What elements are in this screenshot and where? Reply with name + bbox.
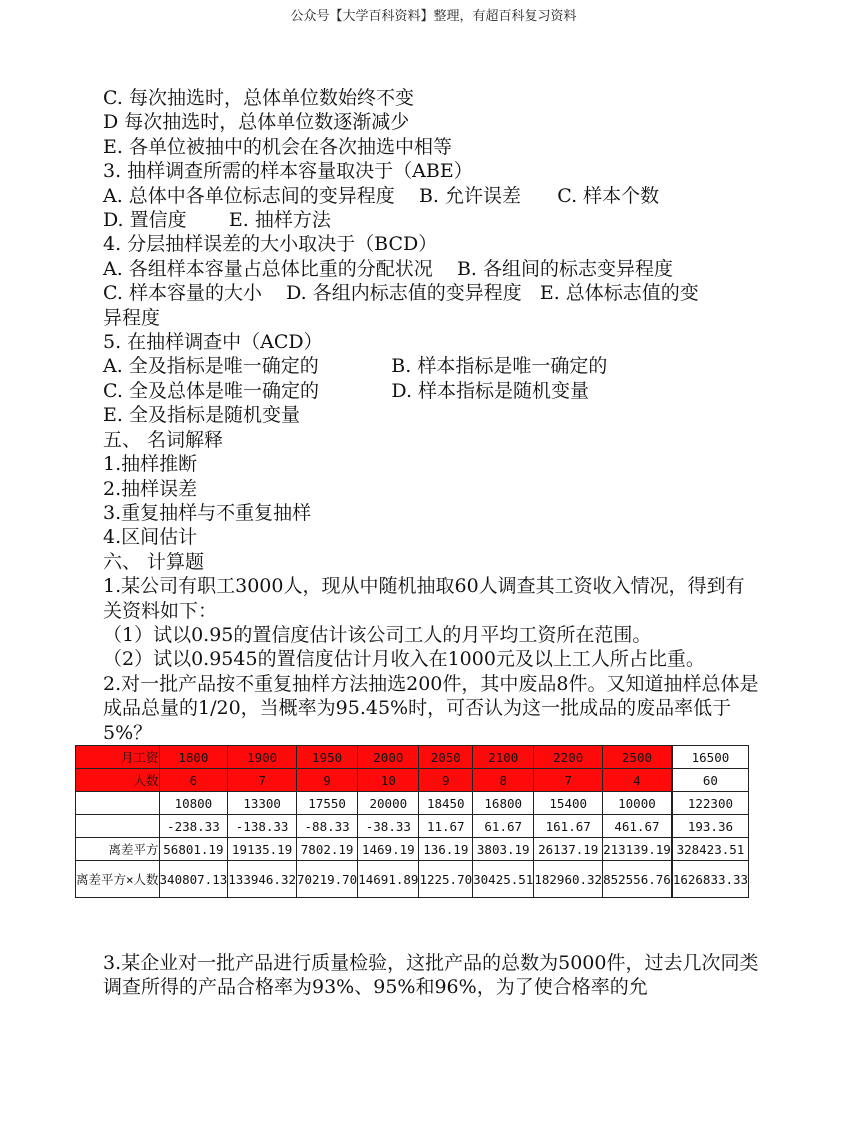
table-cell: 852556.76 (603, 861, 672, 898)
table-cell: 182960.32 (534, 861, 603, 898)
table-total-cell: 60 (672, 769, 749, 792)
section-heading: 六、 计算题 (103, 550, 205, 573)
text-line: 1.抽样推断 (103, 453, 198, 476)
text-line: C. 样本容量的大小 D. 各组内标志值的变异程度 E. 总体标志值的变 (103, 282, 699, 305)
question-1: 1.某公司有职工3000人，现从中随机抽取60人调查其工资收入情况，得到有关资料如下： (103, 575, 745, 622)
table-cell: 1469.19 (358, 838, 419, 861)
table-cell: 136.19 (419, 838, 473, 861)
table-cell: 56801.19 (159, 838, 228, 861)
table-total-cell: 122300 (672, 792, 749, 815)
table-cell: 26137.19 (534, 838, 603, 861)
table-row (76, 769, 749, 792)
text-line: 异程度 (103, 306, 161, 329)
table-cell: 10000 (603, 792, 672, 815)
text-line: D 每次抽选时，总体单位数逐渐减少 (103, 111, 410, 134)
text-line: A. 各组样本容量占总体比重的分配状况 B. 各组间的标志变异程度 (103, 257, 674, 280)
table-cell: 15400 (534, 792, 603, 815)
table-total-cell: 16500 (672, 746, 749, 769)
question-3: 3. 抽样调查所需的样本容量取决于（ABE） (103, 160, 473, 183)
question-3: 3.某企业对一批产品进行质量检验，这批产品的总数为5000件，过去几次同类调查所得的产品合格率为93%、95%和96%，为了使合格率的允 (103, 952, 759, 999)
table-cell: 7 (534, 769, 603, 792)
text-line: C. 每次抽选时，总体单位数始终不变 (103, 87, 414, 109)
table-row (76, 815, 749, 838)
text-line: E. 全及指标是随机变量 (103, 404, 300, 427)
table-cell: -138.33 (228, 815, 297, 838)
text-line: A. 总体中各单位标志间的变异程度 B. 允许误差 C. 样本个数 (103, 184, 660, 207)
table-cell: 9 (419, 769, 473, 792)
table-cell: -238.33 (159, 815, 228, 838)
row-label (76, 815, 160, 838)
table-total-cell: 193.36 (672, 815, 749, 838)
table-cell: 9 (297, 769, 358, 792)
question-5: 5. 在抽样调查中（ACD） (103, 331, 323, 354)
document-body (103, 86, 763, 745)
table-cell: 133946.32 (228, 861, 297, 898)
table-cell: 1950 (297, 746, 358, 769)
row-label: 月工资 (76, 746, 160, 769)
table-total-cell: 328423.51 (672, 838, 749, 861)
question-1-part-2: （2）试以0.9545的置信度估计月收入在1000元及以上工人所占比重。 (103, 648, 705, 671)
table-cell: 11.67 (419, 815, 473, 838)
data-table-container (76, 745, 765, 905)
table-cell: 2050 (419, 746, 473, 769)
table-row (76, 792, 749, 815)
table-row (76, 861, 749, 898)
table-cell: 61.67 (473, 815, 534, 838)
table-cell: 461.67 (603, 815, 672, 838)
table-cell: 13300 (228, 792, 297, 815)
table-cell: -38.33 (358, 815, 419, 838)
table-cell: 17550 (297, 792, 358, 815)
table-cell: 70219.70 (297, 861, 358, 898)
text-line: D. 置信度 E. 抽样方法 (103, 209, 331, 232)
row-label: 离差平方 (76, 838, 160, 861)
table-cell: 20000 (358, 792, 419, 815)
table-cell: 2000 (358, 746, 419, 769)
table-cell: 4 (603, 769, 672, 792)
table-cell: 1900 (228, 746, 297, 769)
table-cell: 18450 (419, 792, 473, 815)
table-cell: 2100 (473, 746, 534, 769)
table-cell: 19135.19 (228, 838, 297, 861)
table-cell: 16800 (473, 792, 534, 815)
row-label (76, 792, 160, 815)
table-cell: 2500 (603, 746, 672, 769)
section-heading: 五、 名词解释 (103, 428, 224, 451)
table-cell: 8 (473, 769, 534, 792)
table-cell: -88.33 (297, 815, 358, 838)
table-total-cell: 1626833.33 (672, 861, 749, 898)
table-cell: 213139.19 (603, 838, 672, 861)
row-label: 离差平方×人数 (76, 861, 160, 898)
table-cell: 30425.51 (473, 861, 534, 898)
table-cell: 10800 (159, 792, 228, 815)
table-cell: 7 (228, 769, 297, 792)
table-cell: 1225.70 (419, 861, 473, 898)
data-table (75, 745, 749, 898)
text-line: E. 各单位被抽中的机会在各次抽选中相等 (103, 135, 452, 158)
text-line: 3.重复抽样与不重复抽样 (103, 501, 312, 524)
text-line: A. 全及指标是唯一确定的 B. 样本指标是唯一确定的 (103, 355, 608, 378)
table-cell: 161.67 (534, 815, 603, 838)
question-4: 4. 分层抽样误差的大小取决于（BCD） (103, 233, 438, 256)
text-line: 4.区间估计 (103, 526, 198, 549)
table-cell: 2200 (534, 746, 603, 769)
text-line: 2.抽样误差 (103, 477, 198, 500)
table-cell: 10 (358, 769, 419, 792)
table-row (76, 838, 749, 861)
table-cell: 3803.19 (473, 838, 534, 861)
row-label: 人数 (76, 769, 160, 792)
table-row (76, 746, 749, 769)
question-2: 2.对一批产品按不重复抽样方法抽选200件，其中废品8件。又知道抽样总体是成品总量的1/20，当概率为95.45%时，可否认为这一批成品的废品率低于5%？ (103, 672, 759, 744)
question-1-part-1: （1）试以0.95的置信度估计该公司工人的月平均工资所在范围。 (103, 623, 652, 646)
table-cell: 1800 (159, 746, 228, 769)
table-cell: 7802.19 (297, 838, 358, 861)
table-cell: 6 (159, 769, 228, 792)
text-line: C. 全及总体是唯一确定的 D. 样本指标是随机变量 (103, 379, 590, 402)
table-cell: 14691.89 (358, 861, 419, 898)
table-cell: 340807.13 (159, 861, 228, 898)
page-header: 公众号【大学百科资料】整理，有超百科复习资料 (290, 9, 577, 24)
